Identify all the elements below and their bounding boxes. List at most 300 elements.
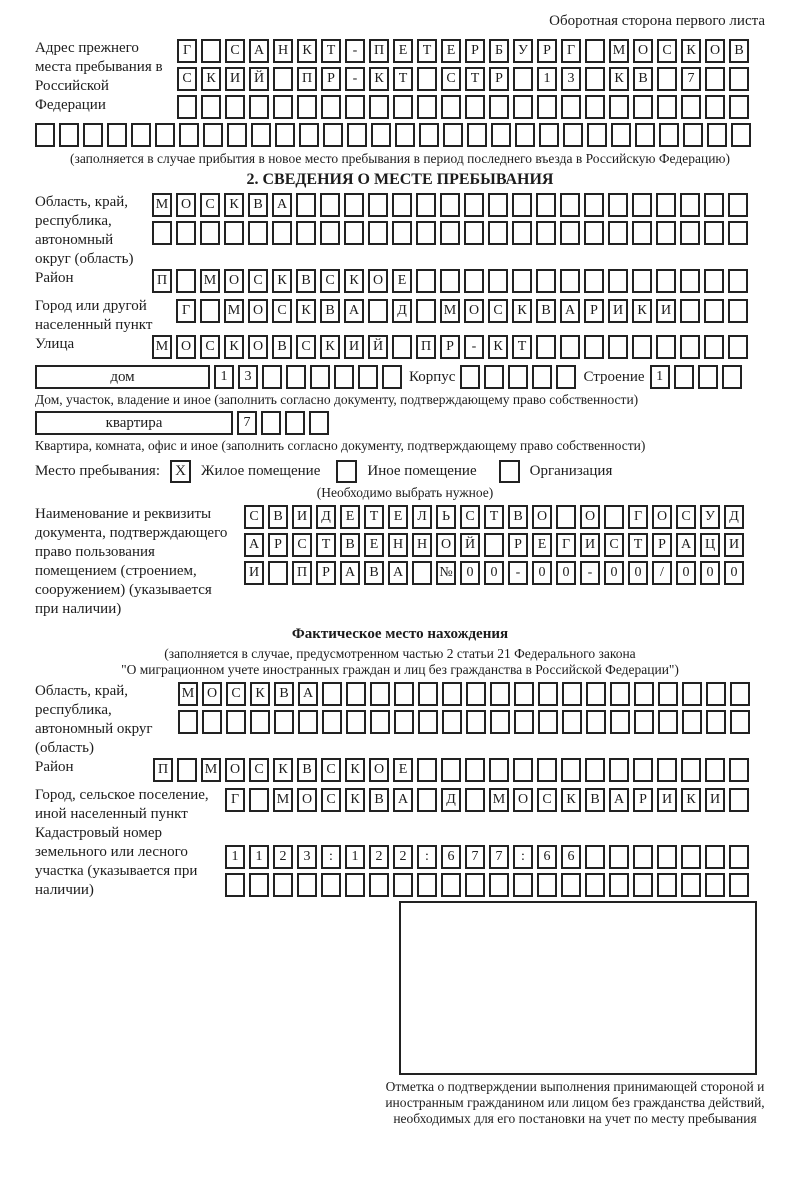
char-cell[interactable]: О xyxy=(369,758,389,782)
char-cell[interactable] xyxy=(659,123,679,147)
char-cell[interactable] xyxy=(441,873,461,897)
char-cell[interactable]: 3 xyxy=(238,365,258,389)
char-cell[interactable]: К xyxy=(561,788,581,812)
char-cell[interactable]: 1 xyxy=(345,845,365,869)
char-cell[interactable]: О xyxy=(297,788,317,812)
char-cell[interactable]: В xyxy=(272,335,292,359)
char-cell[interactable] xyxy=(632,269,652,293)
char-cell[interactable]: Е xyxy=(392,269,412,293)
char-cell[interactable] xyxy=(658,682,678,706)
char-cell[interactable] xyxy=(556,505,576,529)
char-cell[interactable]: М xyxy=(224,299,244,323)
char-cell[interactable] xyxy=(344,221,364,245)
char-cell[interactable]: В xyxy=(297,758,317,782)
char-cell[interactable] xyxy=(369,873,389,897)
char-cell[interactable]: 2 xyxy=(393,845,413,869)
char-cell[interactable] xyxy=(321,873,341,897)
char-cell[interactable]: - xyxy=(345,67,365,91)
char-cell[interactable]: Р xyxy=(268,533,288,557)
char-cell[interactable]: Б xyxy=(489,39,509,63)
char-cell[interactable] xyxy=(442,710,462,734)
char-cell[interactable] xyxy=(728,299,748,323)
char-cell[interactable]: П xyxy=(369,39,389,63)
char-cell[interactable] xyxy=(513,873,533,897)
char-cell[interactable] xyxy=(107,123,127,147)
char-cell[interactable] xyxy=(632,193,652,217)
char-cell[interactable]: В xyxy=(508,505,528,529)
char-cell[interactable] xyxy=(273,67,293,91)
char-cell[interactable] xyxy=(536,193,556,217)
char-cell[interactable] xyxy=(370,710,390,734)
char-cell[interactable]: С xyxy=(200,335,220,359)
char-cell[interactable]: В xyxy=(274,682,294,706)
char-cell[interactable] xyxy=(177,95,197,119)
char-cell[interactable]: Й xyxy=(460,533,480,557)
char-cell[interactable]: Т xyxy=(364,505,384,529)
char-cell[interactable]: - xyxy=(508,561,528,585)
char-cell[interactable]: : xyxy=(321,845,341,869)
char-cell[interactable] xyxy=(705,67,725,91)
char-cell[interactable] xyxy=(584,221,604,245)
char-cell[interactable] xyxy=(441,95,461,119)
char-cell[interactable] xyxy=(347,123,367,147)
char-cell[interactable] xyxy=(706,710,726,734)
char-cell[interactable]: 0 xyxy=(724,561,744,585)
char-cell[interactable] xyxy=(680,221,700,245)
char-cell[interactable] xyxy=(320,221,340,245)
char-cell[interactable]: Й xyxy=(368,335,388,359)
char-cell[interactable] xyxy=(346,710,366,734)
char-cell[interactable]: Т xyxy=(512,335,532,359)
char-cell[interactable]: О xyxy=(202,682,222,706)
char-cell[interactable] xyxy=(608,221,628,245)
char-cell[interactable]: И xyxy=(657,788,677,812)
char-cell[interactable] xyxy=(609,95,629,119)
char-cell[interactable]: : xyxy=(417,845,437,869)
char-cell[interactable] xyxy=(728,269,748,293)
char-cell[interactable]: И xyxy=(344,335,364,359)
char-cell[interactable] xyxy=(536,269,556,293)
char-cell[interactable] xyxy=(674,365,694,389)
char-cell[interactable]: К xyxy=(224,335,244,359)
char-cell[interactable] xyxy=(382,365,402,389)
char-cell[interactable] xyxy=(729,845,749,869)
char-cell[interactable]: С xyxy=(248,269,268,293)
char-cell[interactable] xyxy=(484,365,504,389)
char-cell[interactable] xyxy=(633,95,653,119)
char-cell[interactable]: Г xyxy=(628,505,648,529)
char-cell[interactable]: 1 xyxy=(225,845,245,869)
char-cell[interactable]: Г xyxy=(561,39,581,63)
char-cell[interactable] xyxy=(465,788,485,812)
char-cell[interactable] xyxy=(248,221,268,245)
char-cell[interactable] xyxy=(586,710,606,734)
char-cell[interactable] xyxy=(297,873,317,897)
char-cell[interactable] xyxy=(489,873,509,897)
char-cell[interactable] xyxy=(203,123,223,147)
char-cell[interactable] xyxy=(585,67,605,91)
char-cell[interactable]: С xyxy=(676,505,696,529)
char-cell[interactable] xyxy=(680,269,700,293)
char-cell[interactable]: Д xyxy=(441,788,461,812)
char-cell[interactable]: Р xyxy=(316,561,336,585)
char-cell[interactable]: О xyxy=(513,788,533,812)
char-cell[interactable] xyxy=(657,845,677,869)
char-cell[interactable] xyxy=(322,682,342,706)
char-cell[interactable]: 1 xyxy=(650,365,670,389)
char-cell[interactable]: С xyxy=(441,67,461,91)
char-cell[interactable]: Т xyxy=(321,39,341,63)
char-cell[interactable] xyxy=(730,710,750,734)
char-cell[interactable]: М xyxy=(273,788,293,812)
char-cell[interactable]: В xyxy=(536,299,556,323)
char-cell[interactable] xyxy=(508,365,528,389)
char-cell[interactable]: Т xyxy=(393,67,413,91)
char-cell[interactable]: С xyxy=(225,39,245,63)
char-cell[interactable]: А xyxy=(249,39,269,63)
char-cell[interactable]: К xyxy=(345,788,365,812)
char-cell[interactable]: К xyxy=(273,758,293,782)
char-cell[interactable] xyxy=(584,335,604,359)
char-cell[interactable]: А xyxy=(344,299,364,323)
char-cell[interactable]: Л xyxy=(412,505,432,529)
char-cell[interactable] xyxy=(728,193,748,217)
char-cell[interactable]: О xyxy=(652,505,672,529)
char-cell[interactable]: М xyxy=(440,299,460,323)
char-cell[interactable]: С xyxy=(200,193,220,217)
char-cell[interactable] xyxy=(585,758,605,782)
char-cell[interactable] xyxy=(296,193,316,217)
char-cell[interactable]: 0 xyxy=(604,561,624,585)
char-cell[interactable] xyxy=(417,873,437,897)
char-cell[interactable]: Г xyxy=(177,39,197,63)
char-cell[interactable]: И xyxy=(244,561,264,585)
char-cell[interactable] xyxy=(320,193,340,217)
char-cell[interactable] xyxy=(368,193,388,217)
char-cell[interactable] xyxy=(491,123,511,147)
char-cell[interactable]: 7 xyxy=(465,845,485,869)
char-cell[interactable] xyxy=(323,123,343,147)
char-cell[interactable] xyxy=(418,710,438,734)
char-cell[interactable]: К xyxy=(609,67,629,91)
char-cell[interactable]: 6 xyxy=(561,845,581,869)
char-cell[interactable] xyxy=(225,873,245,897)
char-cell[interactable] xyxy=(392,335,412,359)
char-cell[interactable]: С xyxy=(321,758,341,782)
char-cell[interactable]: Г xyxy=(556,533,576,557)
char-cell[interactable] xyxy=(538,682,558,706)
char-cell[interactable] xyxy=(488,193,508,217)
char-cell[interactable] xyxy=(490,710,510,734)
char-cell[interactable] xyxy=(488,221,508,245)
char-cell[interactable] xyxy=(560,335,580,359)
char-cell[interactable]: С xyxy=(272,299,292,323)
char-cell[interactable]: Е xyxy=(340,505,360,529)
char-cell[interactable] xyxy=(707,123,727,147)
char-cell[interactable] xyxy=(273,873,293,897)
char-cell[interactable]: И xyxy=(705,788,725,812)
char-cell[interactable] xyxy=(465,758,485,782)
char-cell[interactable]: О xyxy=(580,505,600,529)
char-cell[interactable] xyxy=(416,299,436,323)
char-cell[interactable] xyxy=(299,123,319,147)
char-cell[interactable] xyxy=(698,365,718,389)
char-cell[interactable] xyxy=(370,682,390,706)
char-cell[interactable]: С xyxy=(488,299,508,323)
char-cell[interactable] xyxy=(585,845,605,869)
char-cell[interactable] xyxy=(680,193,700,217)
char-cell[interactable] xyxy=(417,67,437,91)
char-cell[interactable]: Й xyxy=(249,67,269,91)
char-cell[interactable] xyxy=(249,95,269,119)
char-cell[interactable]: 0 xyxy=(700,561,720,585)
char-cell[interactable] xyxy=(285,411,305,435)
char-cell[interactable]: А xyxy=(298,682,318,706)
char-cell[interactable]: П xyxy=(416,335,436,359)
char-cell[interactable] xyxy=(706,682,726,706)
char-cell[interactable] xyxy=(490,682,510,706)
checkbox-zhiloe-pomeshchenie[interactable]: X xyxy=(170,460,191,483)
char-cell[interactable] xyxy=(539,123,559,147)
char-cell[interactable] xyxy=(609,845,629,869)
char-cell[interactable] xyxy=(484,533,504,557)
char-cell[interactable] xyxy=(273,95,293,119)
char-cell[interactable] xyxy=(585,95,605,119)
char-cell[interactable]: К xyxy=(488,335,508,359)
char-cell[interactable] xyxy=(249,873,269,897)
char-cell[interactable] xyxy=(392,221,412,245)
char-cell[interactable] xyxy=(224,221,244,245)
char-cell[interactable] xyxy=(465,873,485,897)
char-cell[interactable] xyxy=(537,758,557,782)
checkbox-inoe-pomeshchenie[interactable] xyxy=(336,460,357,483)
char-cell[interactable] xyxy=(227,123,247,147)
char-cell[interactable] xyxy=(610,710,630,734)
char-cell[interactable]: О xyxy=(464,299,484,323)
char-cell[interactable] xyxy=(704,193,724,217)
char-cell[interactable]: Е xyxy=(393,758,413,782)
char-cell[interactable] xyxy=(334,365,354,389)
char-cell[interactable]: : xyxy=(513,845,533,869)
char-cell[interactable]: В xyxy=(320,299,340,323)
char-cell[interactable] xyxy=(201,39,221,63)
char-cell[interactable]: 7 xyxy=(237,411,257,435)
char-cell[interactable] xyxy=(562,710,582,734)
char-cell[interactable]: Р xyxy=(440,335,460,359)
char-cell[interactable]: Р xyxy=(489,67,509,91)
char-cell[interactable]: М xyxy=(178,682,198,706)
char-cell[interactable] xyxy=(560,269,580,293)
char-cell[interactable] xyxy=(611,123,631,147)
char-cell[interactable]: - xyxy=(345,39,365,63)
char-cell[interactable]: К xyxy=(369,67,389,91)
char-cell[interactable]: Е xyxy=(393,39,413,63)
char-cell[interactable] xyxy=(416,221,436,245)
char-cell[interactable] xyxy=(705,95,725,119)
char-cell[interactable]: 0 xyxy=(484,561,504,585)
char-cell[interactable]: К xyxy=(201,67,221,91)
char-cell[interactable]: П xyxy=(152,269,172,293)
char-cell[interactable] xyxy=(705,758,725,782)
char-cell[interactable] xyxy=(417,788,437,812)
char-cell[interactable]: С xyxy=(177,67,197,91)
char-cell[interactable]: 0 xyxy=(556,561,576,585)
char-cell[interactable] xyxy=(563,123,583,147)
char-cell[interactable]: О xyxy=(224,269,244,293)
char-cell[interactable] xyxy=(464,269,484,293)
char-cell[interactable]: К xyxy=(512,299,532,323)
char-cell[interactable] xyxy=(345,95,365,119)
char-cell[interactable] xyxy=(416,269,436,293)
char-cell[interactable] xyxy=(560,221,580,245)
char-cell[interactable]: В xyxy=(296,269,316,293)
char-cell[interactable]: В xyxy=(364,561,384,585)
char-cell[interactable]: И xyxy=(225,67,245,91)
char-cell[interactable]: Р xyxy=(584,299,604,323)
char-cell[interactable]: 1 xyxy=(214,365,234,389)
char-cell[interactable]: К xyxy=(681,39,701,63)
char-cell[interactable] xyxy=(368,299,388,323)
char-cell[interactable] xyxy=(466,710,486,734)
char-cell[interactable]: А xyxy=(272,193,292,217)
char-cell[interactable] xyxy=(729,873,749,897)
char-cell[interactable]: О xyxy=(532,505,552,529)
char-cell[interactable] xyxy=(633,873,653,897)
char-cell[interactable] xyxy=(249,788,269,812)
char-cell[interactable]: О xyxy=(705,39,725,63)
char-cell[interactable]: Д xyxy=(316,505,336,529)
char-cell[interactable] xyxy=(656,269,676,293)
char-cell[interactable] xyxy=(536,335,556,359)
char-cell[interactable]: Р xyxy=(321,67,341,91)
char-cell[interactable]: / xyxy=(652,561,672,585)
char-cell[interactable] xyxy=(610,682,630,706)
char-cell[interactable]: О xyxy=(176,193,196,217)
char-cell[interactable] xyxy=(440,221,460,245)
char-cell[interactable] xyxy=(609,873,629,897)
char-cell[interactable]: А xyxy=(340,561,360,585)
char-cell[interactable] xyxy=(442,682,462,706)
char-cell[interactable] xyxy=(286,365,306,389)
char-cell[interactable]: К xyxy=(224,193,244,217)
char-cell[interactable] xyxy=(512,221,532,245)
char-cell[interactable] xyxy=(465,95,485,119)
char-cell[interactable]: К xyxy=(681,788,701,812)
char-cell[interactable] xyxy=(489,95,509,119)
char-cell[interactable]: У xyxy=(513,39,533,63)
char-cell[interactable] xyxy=(657,873,677,897)
char-cell[interactable] xyxy=(178,710,198,734)
char-cell[interactable]: С xyxy=(226,682,246,706)
char-cell[interactable] xyxy=(393,95,413,119)
char-cell[interactable]: У xyxy=(700,505,720,529)
char-cell[interactable] xyxy=(513,67,533,91)
char-cell[interactable] xyxy=(538,710,558,734)
char-cell[interactable]: Ц xyxy=(700,533,720,557)
char-cell[interactable]: К xyxy=(344,269,364,293)
char-cell[interactable] xyxy=(202,710,222,734)
char-cell[interactable] xyxy=(358,365,378,389)
char-cell[interactable]: П xyxy=(297,67,317,91)
char-cell[interactable] xyxy=(681,845,701,869)
char-cell[interactable] xyxy=(346,682,366,706)
char-cell[interactable]: Т xyxy=(316,533,336,557)
char-cell[interactable] xyxy=(261,411,281,435)
char-cell[interactable]: А xyxy=(388,561,408,585)
char-cell[interactable] xyxy=(441,758,461,782)
char-cell[interactable] xyxy=(418,682,438,706)
char-cell[interactable] xyxy=(412,561,432,585)
char-cell[interactable]: Т xyxy=(465,67,485,91)
char-cell[interactable] xyxy=(368,221,388,245)
char-cell[interactable]: И xyxy=(292,505,312,529)
char-cell[interactable] xyxy=(704,221,724,245)
char-cell[interactable]: С xyxy=(244,505,264,529)
char-cell[interactable] xyxy=(419,123,439,147)
char-cell[interactable]: С xyxy=(320,269,340,293)
char-cell[interactable] xyxy=(176,269,196,293)
char-cell[interactable] xyxy=(634,682,654,706)
char-cell[interactable]: В xyxy=(729,39,749,63)
char-cell[interactable] xyxy=(704,299,724,323)
char-cell[interactable] xyxy=(561,95,581,119)
char-cell[interactable]: И xyxy=(580,533,600,557)
char-cell[interactable]: 0 xyxy=(532,561,552,585)
char-cell[interactable]: И xyxy=(724,533,744,557)
char-cell[interactable]: Р xyxy=(633,788,653,812)
char-cell[interactable]: 7 xyxy=(681,67,701,91)
char-cell[interactable] xyxy=(395,123,415,147)
char-cell[interactable]: К xyxy=(345,758,365,782)
char-cell[interactable] xyxy=(604,505,624,529)
char-cell[interactable]: М xyxy=(201,758,221,782)
char-cell[interactable]: О xyxy=(225,758,245,782)
char-cell[interactable]: 0 xyxy=(460,561,480,585)
char-cell[interactable] xyxy=(371,123,391,147)
char-cell[interactable] xyxy=(155,123,175,147)
char-cell[interactable] xyxy=(394,710,414,734)
char-cell[interactable]: 3 xyxy=(297,845,317,869)
char-cell[interactable]: Р xyxy=(508,533,528,557)
char-cell[interactable] xyxy=(656,193,676,217)
char-cell[interactable] xyxy=(683,123,703,147)
char-cell[interactable] xyxy=(417,758,437,782)
char-cell[interactable] xyxy=(658,710,678,734)
char-cell[interactable] xyxy=(513,95,533,119)
char-cell[interactable]: О xyxy=(248,299,268,323)
char-cell[interactable] xyxy=(537,873,557,897)
char-cell[interactable]: К xyxy=(320,335,340,359)
char-cell[interactable]: Е xyxy=(364,533,384,557)
char-cell[interactable] xyxy=(680,299,700,323)
char-cell[interactable] xyxy=(512,269,532,293)
char-cell[interactable] xyxy=(730,682,750,706)
char-cell[interactable]: С xyxy=(537,788,557,812)
char-cell[interactable] xyxy=(268,561,288,585)
char-cell[interactable] xyxy=(274,710,294,734)
char-cell[interactable] xyxy=(262,365,282,389)
char-cell[interactable]: А xyxy=(393,788,413,812)
char-cell[interactable] xyxy=(562,682,582,706)
char-cell[interactable]: К xyxy=(297,39,317,63)
char-cell[interactable]: М xyxy=(489,788,509,812)
char-cell[interactable] xyxy=(704,335,724,359)
char-cell[interactable] xyxy=(489,758,509,782)
char-cell[interactable] xyxy=(344,193,364,217)
char-cell[interactable]: Н xyxy=(273,39,293,63)
char-cell[interactable]: Н xyxy=(388,533,408,557)
char-cell[interactable]: С xyxy=(604,533,624,557)
